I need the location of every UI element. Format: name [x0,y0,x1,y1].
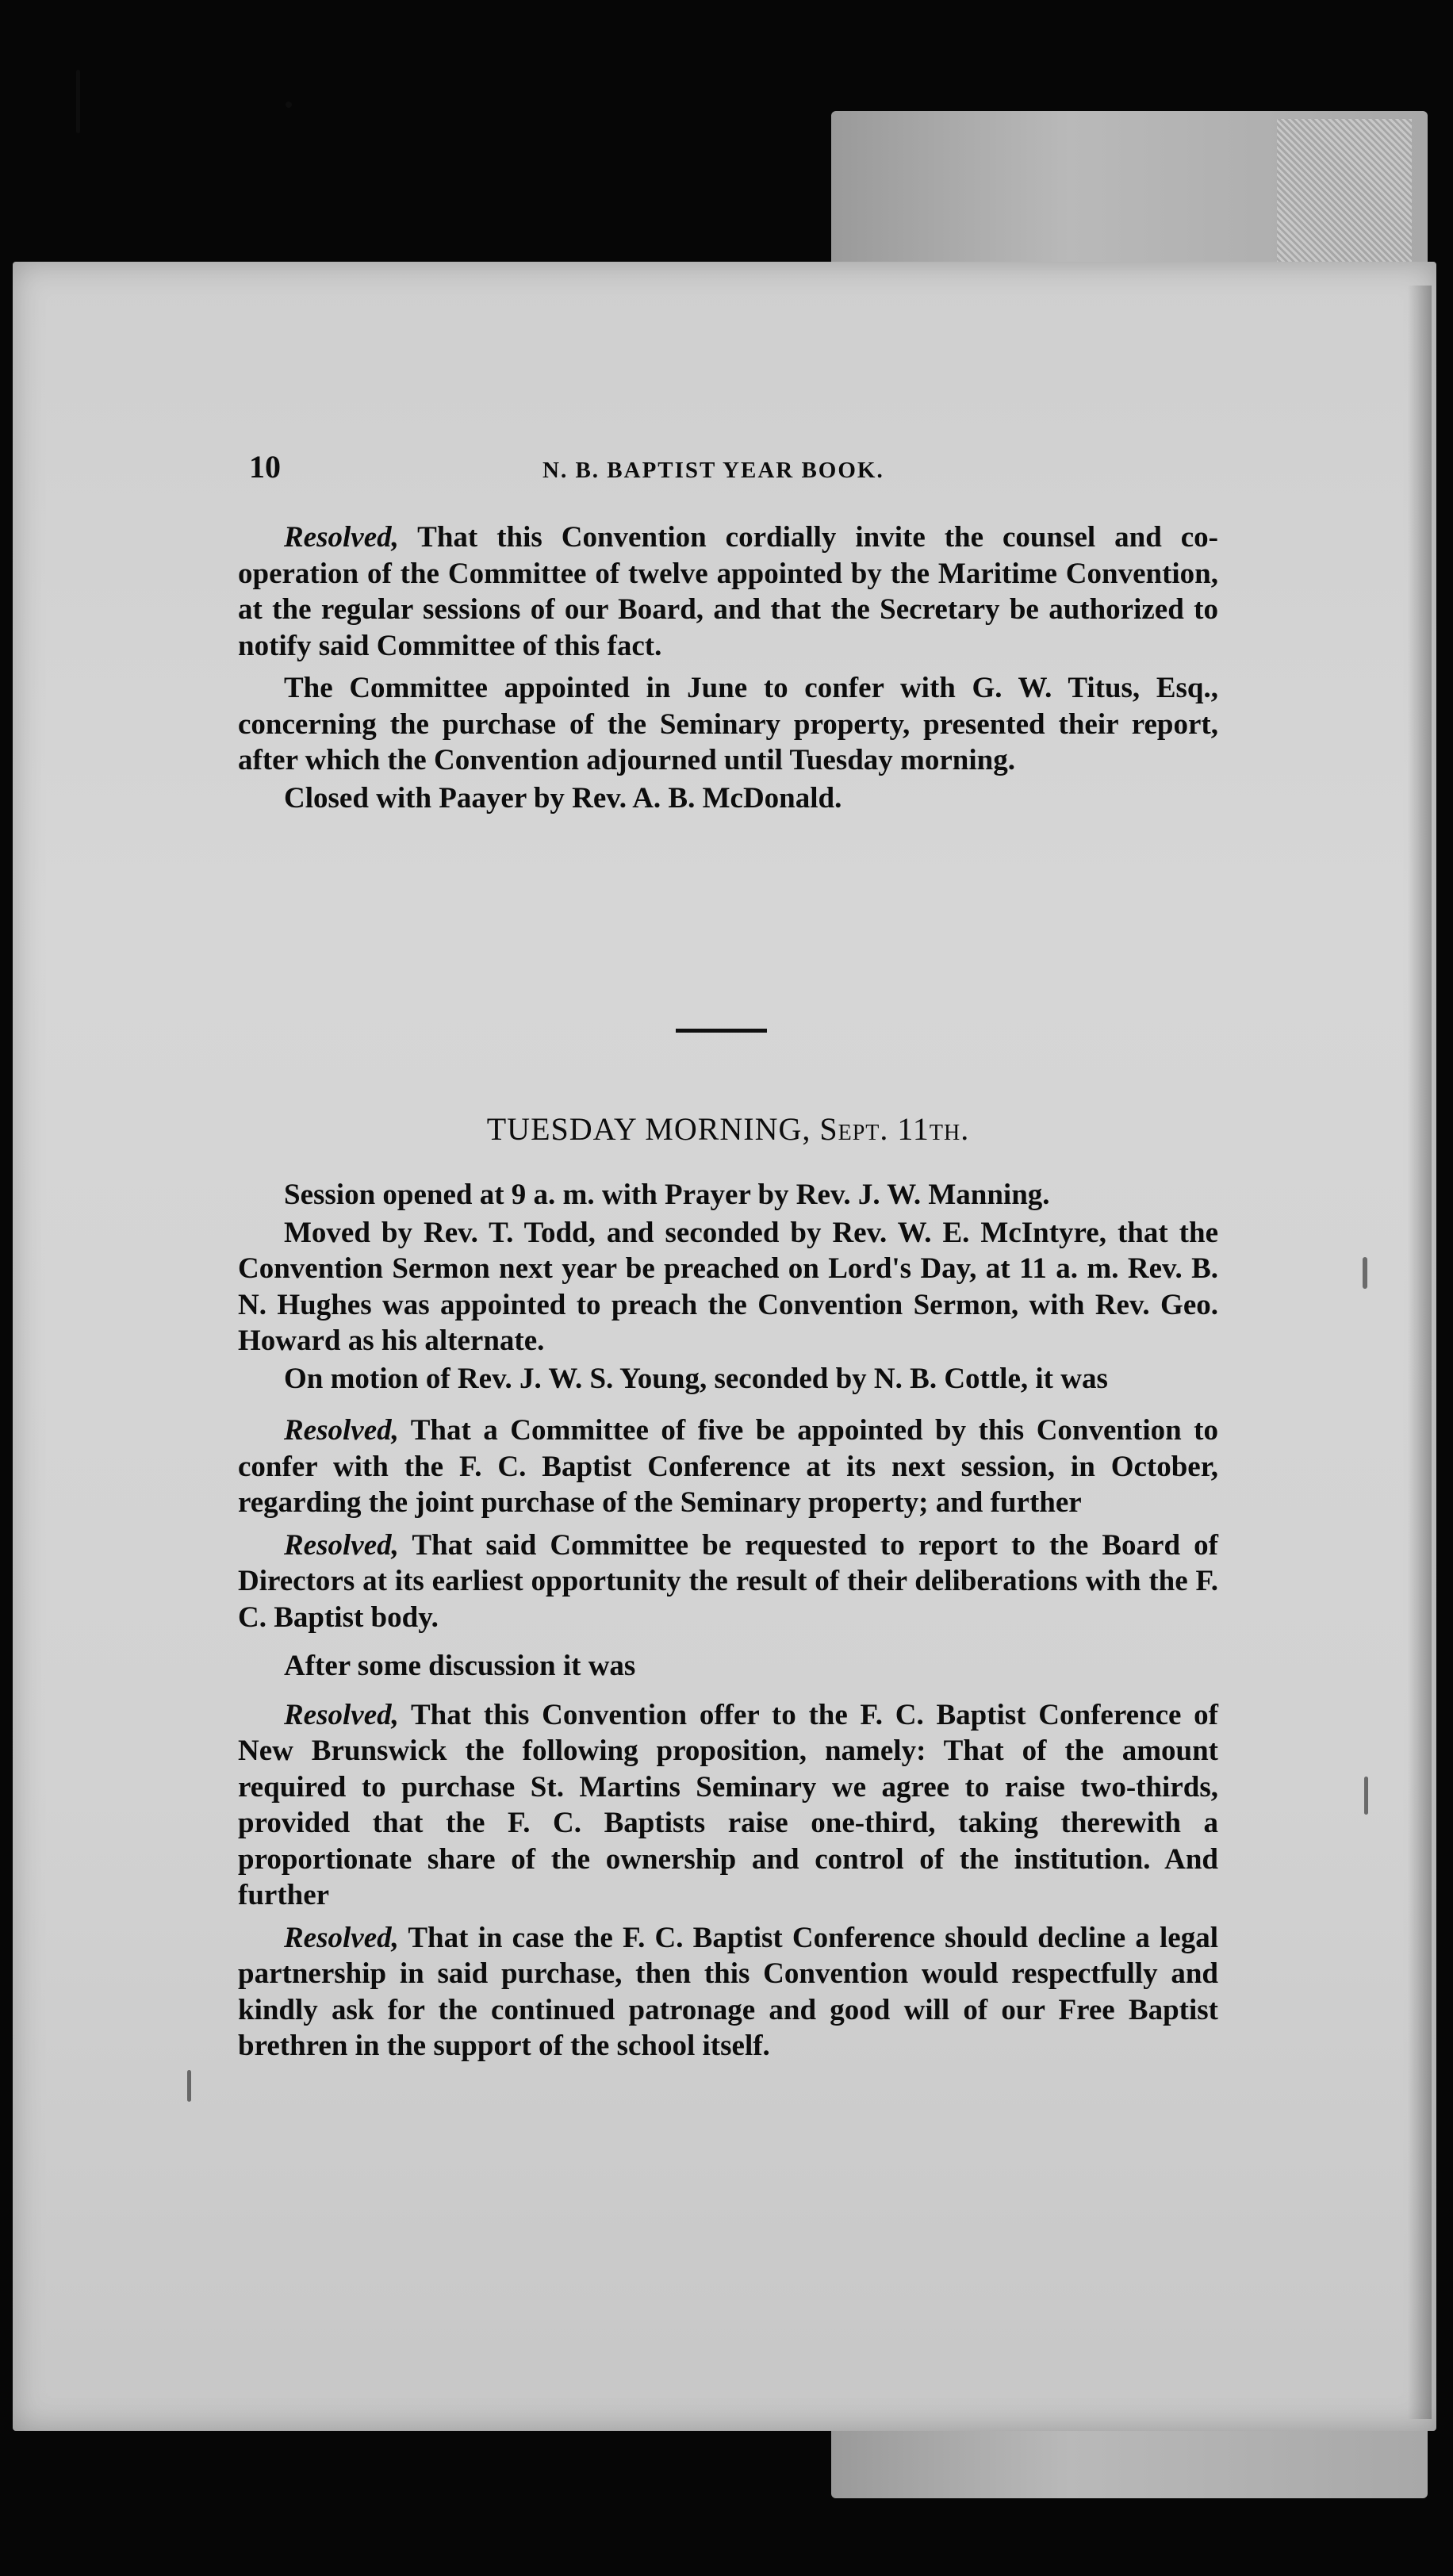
section-heading [238,1110,1218,1148]
scan-speck [1363,1257,1367,1289]
section-divider [676,1029,767,1033]
resolved-label: Resolved, [284,1698,399,1731]
resolved-label: Resolved, [284,521,399,554]
running-head: N. B. BAPTIST YEAR BOOK. [542,458,884,483]
page-number: 10 [249,449,281,485]
page-header [249,448,1217,496]
section-tuesday-morning [238,1177,1218,2064]
resolution-text: That this Convention cordially invite the counsel and co-operation of the Committee of twelve appointed by the Maritime Convention, at the regular sessions of our Board, and that the Secretary be authorized to notify said Committee of this fact. [238,521,1218,662]
young-motion-paragraph: On motion of Rev. J. W. S. Young, seconded by N. B. Cottle, it was [284,1362,1108,1395]
scan-speck [1364,1777,1368,1815]
closing-prayer-paragraph: Closed with Paayer by Rev. A. B. McDonald. [284,781,842,815]
resolved-label: Resolved, [284,1921,399,1954]
resolution-paragraph [238,1528,1218,1636]
section-monday-evening [238,519,1218,816]
resolution-paragraph [238,1697,1218,1914]
scan-speck [286,102,292,108]
page-edge-shadow [1408,286,1432,2419]
resolution-text: That a Committee of five be appointed by this Convention to confer with the F. C. Baptist Conference at its next session, in October, regarding the joint purchase of the Seminary property; and further [238,1414,1218,1519]
discussion-paragraph: After some discussion it was [284,1650,636,1682]
scan-speck [76,70,80,133]
session-opened-paragraph: Session opened at 9 a. m. with Prayer by Rev. J. W. Manning. [284,1179,1050,1211]
heading-date: Sept. 11th. [819,1111,970,1147]
sermon-motion-paragraph: Moved by Rev. T. Todd, and seconded by Rev. W. E. McIntyre, that the Convention Sermon next year be preached on Lord's Day, at 11 a. m. Rev. B. N. Hughes was appointed to preach the Convention Sermon, with Rev. Geo. Howard as his alternate. [238,1216,1218,1357]
scan-speck [187,2070,191,2102]
resolution-paragraph [238,1413,1218,1521]
resolved-label: Resolved, [284,1414,399,1447]
committee-report-paragraph: The Committee appointed in June to confer with G. W. Titus, Esq., concerning the purchase of the Seminary property, presented their report, after which the Convention adjourned until Tuesday morning. [238,672,1218,776]
resolution-text: That this Convention offer to the F. C. Baptist Conference of New Brunswick the following proposition, namely: That of the amount required to purchase St. Martins Seminary we agree to raise two-thirds, provided that the F. C. Baptists raise one-third, taking therewith a proportionate share of the ownership and control of the institution. And further [238,1698,1218,1911]
resolution-text: That in case the F. C. Baptist Conference should decline a legal partnership in said purchase, then this Convention would respectfully and kindly ask for the continued patronage and good will of our Free Baptist brethren in the support of the school itself. [238,1921,1218,2062]
resolution-text: That said Committee be requested to report to the Board of Directors at its earliest opportunity the result of their deliberations with the F. C. Baptist body. [238,1528,1218,1634]
heading-title: TUESDAY MORNING, [486,1111,811,1147]
resolution-paragraph [238,1920,1218,2064]
resolution-paragraph [238,519,1218,664]
resolved-label: Resolved, [284,1528,399,1562]
